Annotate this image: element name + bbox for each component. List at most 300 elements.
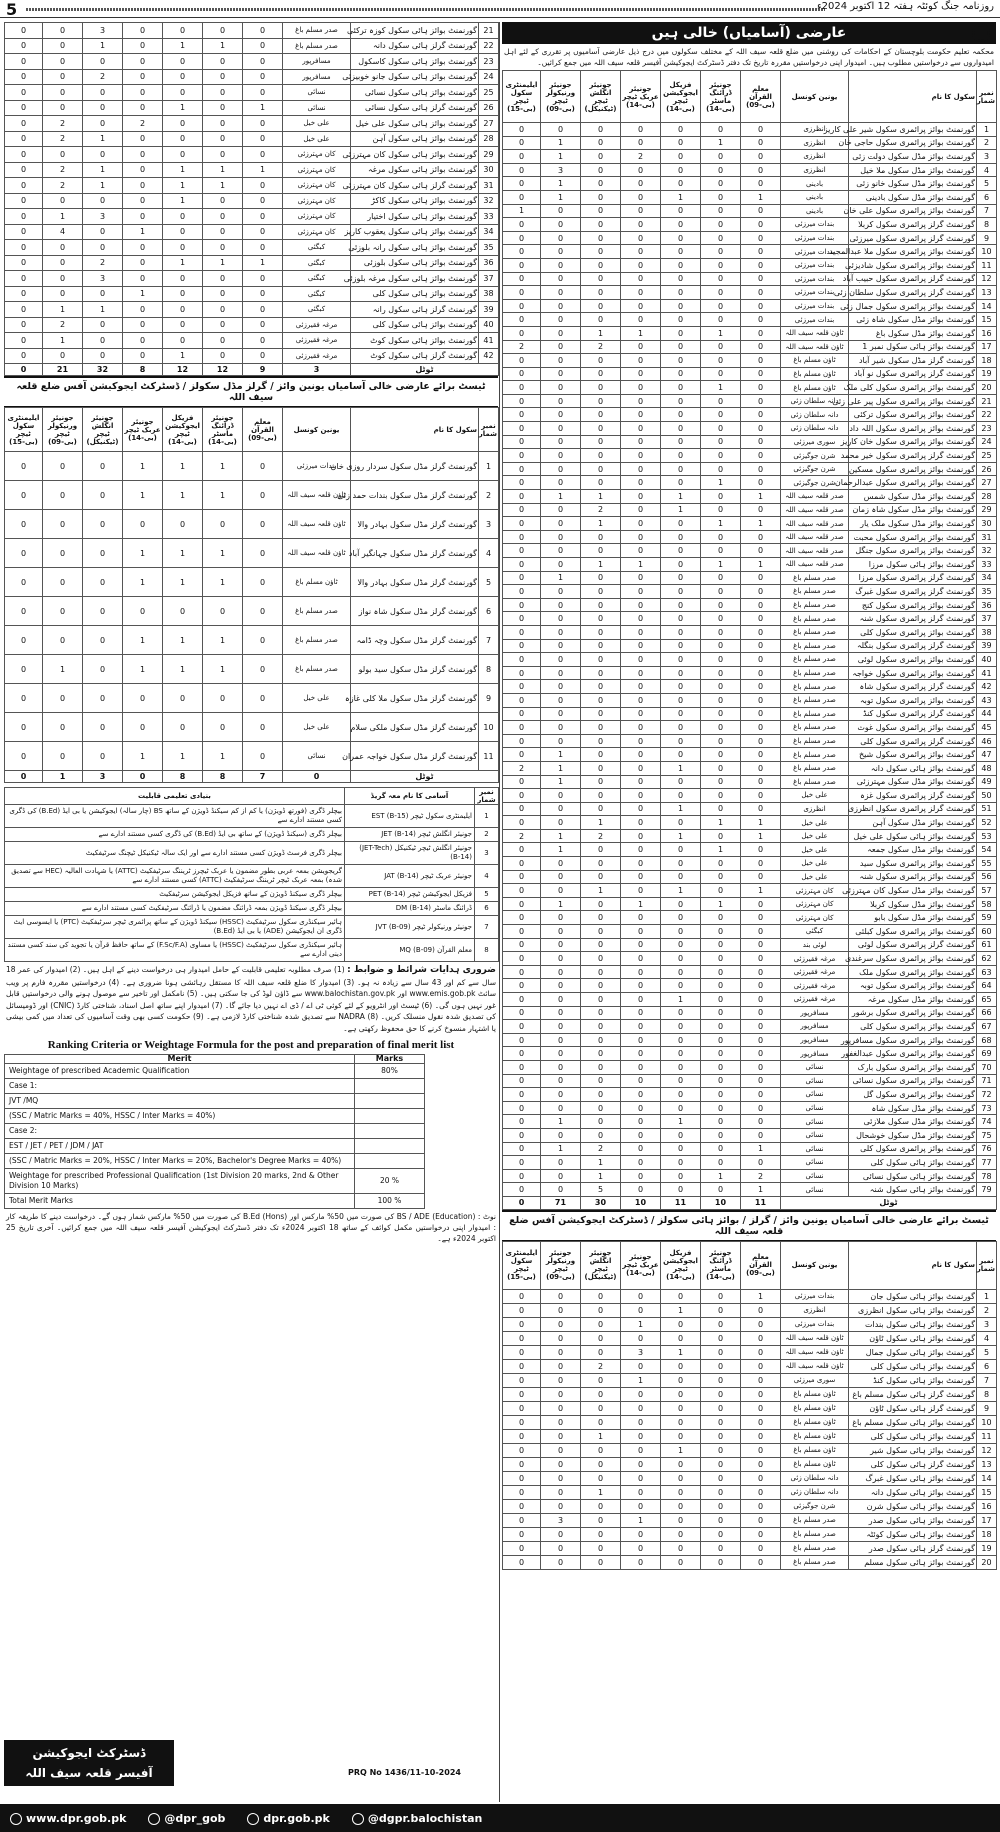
vacancy-count: 0 — [701, 299, 741, 313]
total-count: 21 — [43, 364, 83, 376]
vacancy-count: 2 — [581, 1142, 621, 1156]
vacancy-count: 1 — [123, 655, 163, 684]
vacancy-count: 0 — [243, 597, 283, 626]
vacancy-count: 0 — [163, 333, 203, 349]
vacancy-count: 0 — [661, 258, 701, 272]
total-label: ٹوٹل — [351, 364, 499, 376]
post-number: 7 — [475, 916, 499, 939]
vacancy-count: 0 — [43, 597, 83, 626]
school-name: گورنمنٹ بوائز پرائمری سکول شیخ — [849, 748, 977, 762]
table-row — [5, 162, 499, 178]
total-count: 12 — [203, 364, 243, 376]
vacancy-count: 0 — [541, 707, 581, 721]
vacancy-count: 0 — [123, 38, 163, 54]
vacancy-count: 0 — [741, 911, 781, 925]
school-name: گورنمنٹ بوائز ہائی سکول کلی — [351, 317, 479, 333]
vacancy-count: 0 — [621, 476, 661, 490]
row-number: 25 — [977, 449, 997, 463]
vacancy-count: 1 — [541, 897, 581, 911]
table-row — [503, 136, 997, 150]
vacancy-count: 0 — [741, 422, 781, 436]
vacancy-count: 0 — [661, 286, 701, 300]
vacancy-count: 0 — [621, 612, 661, 626]
vacancy-count: 0 — [621, 1006, 661, 1020]
vacancy-count: 0 — [581, 843, 621, 857]
row-number: 12 — [977, 272, 997, 286]
vacancy-count: 0 — [43, 54, 83, 70]
school-name: گورنمنٹ بوائز ہائی سکول کاسکول — [351, 54, 479, 70]
vacancy-count: 1 — [541, 190, 581, 204]
school-name: گورنمنٹ بوائز پرائمری سکول پیر علی زئی — [849, 394, 977, 408]
vacancy-count: 0 — [621, 190, 661, 204]
union-council: شرن جوگیزئی — [781, 476, 849, 490]
vacancy-count: 1 — [203, 452, 243, 481]
vacancy-count: 0 — [581, 680, 621, 694]
vacancy-count: 0 — [621, 530, 661, 544]
vacancy-count: 0 — [621, 503, 661, 517]
union-council: دانہ سلطان زئی — [781, 408, 849, 422]
vacancy-count: 0 — [741, 870, 781, 884]
vacancy-count: 0 — [701, 272, 741, 286]
vacancy-count: 0 — [661, 136, 701, 150]
masthead — [0, 0, 1000, 18]
union-council: ٹاؤن مسلم باغ — [781, 381, 849, 395]
vacancy-count: 0 — [243, 193, 283, 209]
vacancy-count: 0 — [503, 422, 541, 436]
vacancy-count: 0 — [701, 503, 741, 517]
union-council: صدر قلعہ سیف اللہ — [781, 490, 849, 504]
post-number: 1 — [475, 805, 499, 828]
union-council: صدر مسلم باغ — [283, 655, 351, 684]
vacancy-count: 0 — [701, 1429, 741, 1443]
vacancy-count: 1 — [661, 802, 701, 816]
row-number: 13 — [977, 286, 997, 300]
vacancy-count: 0 — [541, 204, 581, 218]
table-row — [503, 381, 997, 395]
vacancy-count: 0 — [701, 734, 741, 748]
vacancy-count: 0 — [621, 1169, 661, 1183]
vacancy-count: 0 — [621, 1429, 661, 1443]
twitter-icon — [148, 1813, 160, 1825]
vacancy-count: 0 — [5, 317, 43, 333]
column-header: جونیئر ڈرائنگ ماسٹر (بی-14) — [701, 1241, 741, 1289]
vacancy-count: 0 — [503, 490, 541, 504]
vacancy-count: 0 — [621, 231, 661, 245]
school-name: گورنمنٹ بوائز پرائمری سکول مسکین — [849, 462, 977, 476]
total-count: 1 — [43, 771, 83, 783]
vacancy-count: 0 — [163, 240, 203, 256]
vacancy-count: 0 — [701, 462, 741, 476]
vacancy-count: 0 — [83, 626, 123, 655]
school-name: گورنمنٹ گرلز مڈل سکول بندات حمد زئی — [351, 481, 479, 510]
vacancy-count: 0 — [503, 884, 541, 898]
vacancy-count: 0 — [503, 1142, 541, 1156]
union-council: بندات میرزئی — [781, 258, 849, 272]
vacancy-count: 0 — [741, 1060, 781, 1074]
total-count: 9 — [243, 364, 283, 376]
vacancy-count: 0 — [5, 178, 43, 194]
vacancy-count: 0 — [621, 449, 661, 463]
vacancy-count: 0 — [741, 925, 781, 939]
union-council: بادینی — [781, 190, 849, 204]
vacancy-count: 0 — [741, 965, 781, 979]
school-name: گورنمنٹ گرلز مڈل سکول شیر آباد — [849, 354, 977, 368]
vacancy-count: 0 — [621, 598, 661, 612]
school-name: گورنمنٹ گرلز مڈل سکول ملکی سلام — [351, 713, 479, 742]
total-label: ٹوٹل — [351, 771, 499, 783]
row-number: 60 — [977, 925, 997, 939]
union-council: صدر مسلم باغ — [781, 598, 849, 612]
school-name: گورنمنٹ بوائز ہائی سکول بلوزئی — [351, 255, 479, 271]
vacancy-count: 0 — [581, 1020, 621, 1034]
vacancy-count: 1 — [123, 481, 163, 510]
vacancy-count: 0 — [581, 693, 621, 707]
vacancy-count: 0 — [243, 655, 283, 684]
vacancy-count: 0 — [581, 789, 621, 803]
vacancy-count: 0 — [701, 625, 741, 639]
vacancy-count: 0 — [503, 544, 541, 558]
school-name: گورنمنٹ گرلز مڈل سکول شاہ نواز — [351, 597, 479, 626]
row-number: 2 — [479, 481, 499, 510]
table-row — [5, 510, 499, 539]
vacancy-count: 0 — [83, 240, 123, 256]
vacancy-count: 1 — [541, 136, 581, 150]
union-council: صدر مسلم باغ — [781, 748, 849, 762]
vacancy-count: 0 — [621, 1485, 661, 1499]
merit-criteria-table — [4, 1054, 425, 1209]
vacancy-count: 0 — [5, 54, 43, 70]
union-council: کبگئی — [283, 240, 351, 256]
vacancy-count: 1 — [243, 100, 283, 116]
vacancy-count: 0 — [701, 1033, 741, 1047]
vacancy-count: 0 — [701, 394, 741, 408]
vacancy-count: 0 — [701, 490, 741, 504]
total-count: 12 — [163, 364, 203, 376]
vacancy-count: 0 — [243, 626, 283, 655]
union-council: انظرزی — [781, 136, 849, 150]
row-number: 14 — [977, 299, 997, 313]
vacancy-count: 0 — [83, 597, 123, 626]
vacancy-count: 1 — [163, 452, 203, 481]
total-count: 0 — [5, 364, 43, 376]
row-number: 23 — [977, 422, 997, 436]
school-name: گورنمنٹ بوائز پرائمری سکول کبلئی — [849, 925, 977, 939]
vacancy-count: 2 — [43, 116, 83, 132]
twitter-link[interactable]: @dpr_gob — [148, 1812, 225, 1825]
table-row — [503, 1047, 997, 1061]
school-name: گورنمنٹ بوائز ہائی سکول کاکڑ — [351, 193, 479, 209]
vacancy-count: 0 — [661, 585, 701, 599]
vacancy-count: 1 — [621, 558, 661, 572]
merit-row — [5, 1194, 425, 1209]
vacancy-count: 0 — [661, 544, 701, 558]
vacancy-count: 0 — [701, 1183, 741, 1197]
union-council: کان مہترزئی — [781, 884, 849, 898]
total-count: 71 — [541, 1196, 581, 1209]
vacancy-count: 0 — [701, 639, 741, 653]
vacancy-count: 0 — [541, 993, 581, 1007]
vacancy-count: 0 — [541, 680, 581, 694]
vacancy-count: 0 — [503, 1101, 541, 1115]
website-link[interactable]: www.dpr.gob.pk — [10, 1812, 126, 1825]
vacancy-count: 1 — [541, 748, 581, 762]
table-row — [503, 449, 997, 463]
vacancy-count: 0 — [203, 302, 243, 318]
vacancy-count: 2 — [503, 829, 541, 843]
vacancy-count: 0 — [5, 38, 43, 54]
vacancy-count: 0 — [581, 802, 621, 816]
vacancy-count: 0 — [203, 348, 243, 364]
vacancy-count: 1 — [701, 136, 741, 150]
union-council: نسائی — [781, 1101, 849, 1115]
vacancy-count: 0 — [741, 1020, 781, 1034]
table-row — [503, 884, 997, 898]
column-header: جونیئر ورنیکولر ٹیچر (بی-09) — [541, 1241, 581, 1289]
vacancy-count: 0 — [661, 1541, 701, 1555]
union-council: نسائی — [781, 1183, 849, 1197]
vacancy-count: 2 — [123, 116, 163, 132]
vacancy-count: 0 — [701, 1128, 741, 1142]
union-council: صدر مسلم باغ — [781, 693, 849, 707]
vacancy-count: 0 — [661, 1429, 701, 1443]
terms-and-conditions — [4, 962, 498, 1036]
vacancy-count: 0 — [123, 713, 163, 742]
school-name: گورنمنٹ بوائز مڈل سکول جمعہ — [849, 843, 977, 857]
union-council: مسافرپور — [781, 1033, 849, 1047]
table-row — [503, 993, 997, 1007]
facebook-icon — [352, 1813, 364, 1825]
vacancy-count: 0 — [163, 597, 203, 626]
school-name: گورنمنٹ گرلز مڈل سکول جہانگیر آباد — [351, 539, 479, 568]
union-council: انظرزی — [781, 123, 849, 137]
school-name: گورنمنٹ گرلز مڈل سکول سید بولو — [351, 655, 479, 684]
row-number: 16 — [977, 326, 997, 340]
vacancy-count: 0 — [541, 1443, 581, 1457]
vacancy-count: 1 — [741, 190, 781, 204]
vacancy-count: 0 — [741, 1499, 781, 1513]
vacancy-count: 0 — [581, 598, 621, 612]
vacancy-count: 0 — [83, 655, 123, 684]
post-row — [5, 902, 499, 916]
vacancy-count: 0 — [701, 1006, 741, 1020]
school-name: گورنمنٹ بوائز ہائی سکول اختیار — [351, 209, 479, 225]
vacancy-count: 1 — [163, 255, 203, 271]
school-name: گورنمنٹ بوائز ہائی سکول شیر — [849, 1443, 977, 1457]
vacancy-count: 0 — [5, 626, 43, 655]
vacancy-count: 0 — [503, 435, 541, 449]
vacancy-count: 0 — [581, 761, 621, 775]
vacancy-count: 0 — [243, 286, 283, 302]
table-row — [503, 612, 997, 626]
vacancy-count: 0 — [741, 1156, 781, 1170]
vacancy-count: 0 — [43, 286, 83, 302]
vacancy-count: 1 — [581, 1156, 621, 1170]
vacancy-count: 0 — [5, 568, 43, 597]
column-header: جونیئر انگلش ٹیچر (ٹیکنیکل) — [581, 71, 621, 123]
domain-link[interactable]: dpr.gob.pk — [247, 1812, 329, 1825]
vacancy-count: 1 — [203, 568, 243, 597]
vacancy-count: 0 — [741, 163, 781, 177]
union-council: دانہ سلطان زئی — [781, 1471, 849, 1485]
row-number: 6 — [977, 190, 997, 204]
vacancy-count: 0 — [503, 666, 541, 680]
vacancy-count: 0 — [621, 571, 661, 585]
column-header: نمبر شمار — [977, 1241, 997, 1289]
vacancy-count: 0 — [541, 354, 581, 368]
union-council: کبگئی — [283, 255, 351, 271]
vacancy-count: 0 — [741, 1074, 781, 1088]
post-row — [5, 916, 499, 939]
vacancy-count: 0 — [503, 1345, 541, 1359]
vacancy-count: 0 — [503, 272, 541, 286]
vacancy-count: 0 — [123, 302, 163, 318]
vacancy-count: 0 — [43, 23, 83, 39]
row-number: 29 — [977, 503, 997, 517]
vacancy-count: 0 — [503, 1457, 541, 1471]
vacancy-count: 0 — [621, 843, 661, 857]
vacancy-count: 2 — [581, 340, 621, 354]
vacancy-count: 2 — [43, 178, 83, 194]
vacancy-count: 0 — [243, 742, 283, 771]
vacancy-count: 0 — [741, 843, 781, 857]
vacancy-count: 0 — [621, 394, 661, 408]
school-name: گورنمنٹ بوائز مڈل سکول باغ — [849, 326, 977, 340]
vacancy-count: 1 — [163, 100, 203, 116]
row-number: 10 — [977, 1415, 997, 1429]
union-council: بندات میرزئی — [781, 1317, 849, 1331]
vacancy-count: 0 — [621, 870, 661, 884]
vacancy-count: 0 — [503, 952, 541, 966]
row-number: 25 — [479, 85, 499, 101]
vacancy-count: 0 — [243, 481, 283, 510]
table-row — [503, 286, 997, 300]
school-name: گورنمنٹ گرلز پرائمری سکول خیر محمد — [849, 449, 977, 463]
table-row — [503, 653, 997, 667]
school-name: گورنمنٹ گرلز ہائی سکول دانہ — [351, 38, 479, 54]
table-row — [503, 1088, 997, 1102]
vacancy-count: 0 — [503, 1020, 541, 1034]
vacancy-count: 0 — [701, 163, 741, 177]
vacancy-count: 0 — [243, 54, 283, 70]
merit-row — [5, 1109, 425, 1124]
vacancy-count: 0 — [581, 734, 621, 748]
vacancy-count: 0 — [43, 742, 83, 771]
post-name: جونیئر انگلش ٹیچر JET (B-14) — [345, 828, 475, 842]
row-number: 18 — [977, 354, 997, 368]
vacancy-count: 0 — [661, 517, 701, 531]
vacancy-count: 0 — [741, 938, 781, 952]
school-name: گورنمنٹ گرلز ہائی سکول کوٹ — [351, 348, 479, 364]
merit-criterion: Total Merit Marks — [5, 1194, 355, 1209]
vacancy-count: 0 — [503, 1115, 541, 1129]
school-name: گورنمنٹ بوائز ہائی سکول مرغہ — [351, 162, 479, 178]
vacancy-count: 0 — [83, 147, 123, 163]
vacancy-count: 0 — [661, 748, 701, 762]
facebook-link[interactable]: @dgpr.balochistan — [352, 1812, 482, 1825]
application-procedure: نوٹ : (Education) BS / ADE کی صورت میں 50% مارکس اور B.Ed (Hons) کی صورت میں 50% مارکس شمار ہوں گے۔ درخواست دینے کا طریقہ کار : امیدوار اپنی درخواستیں مکمل کوائف کے ساتھ 18 اکتوبر 2024ء تک دفتر ڈسٹرکٹ ایجوکیشن آفیسر قلعہ سیف اللہ میں جمع کرائیں۔ آخری تاریخ 25 اکتوبر 2024ء ہے۔ — [6, 1212, 497, 1243]
vacancy-count: 0 — [621, 1115, 661, 1129]
vacancy-count: 1 — [203, 162, 243, 178]
vacancy-count: 0 — [701, 612, 741, 626]
vacancy-count: 0 — [163, 116, 203, 132]
vacancy-count: 1 — [163, 38, 203, 54]
vacancy-count: 0 — [541, 1527, 581, 1541]
vacancy-count: 2 — [581, 503, 621, 517]
vacancy-count: 0 — [83, 116, 123, 132]
vacancy-count: 1 — [541, 177, 581, 191]
vacancy-count: 0 — [83, 333, 123, 349]
table-row — [503, 816, 997, 830]
vacancy-count: 1 — [123, 224, 163, 240]
vacancy-count: 0 — [541, 965, 581, 979]
union-council: مسافرپور — [781, 1020, 849, 1034]
row-number: 11 — [977, 1429, 997, 1443]
vacancy-count: 0 — [661, 367, 701, 381]
vacancy-count: 0 — [741, 789, 781, 803]
vacancy-count: 0 — [581, 354, 621, 368]
vacancy-count: 0 — [541, 1047, 581, 1061]
left-column — [4, 22, 498, 1246]
vacancy-count: 0 — [741, 136, 781, 150]
row-number: 42 — [977, 680, 997, 694]
vacancy-count: 0 — [541, 1499, 581, 1513]
union-council: صدر مسلم باغ — [781, 721, 849, 735]
vacancy-count: 0 — [741, 218, 781, 232]
vacancy-count: 0 — [701, 965, 741, 979]
table-row — [503, 1541, 997, 1555]
vacancy-count: 0 — [701, 870, 741, 884]
vacancy-count: 0 — [541, 476, 581, 490]
row-number: 1 — [977, 1289, 997, 1303]
row-number: 41 — [479, 333, 499, 349]
vacancy-count: 0 — [203, 224, 243, 240]
union-council: علی خیل — [781, 816, 849, 830]
vacancy-count: 1 — [581, 517, 621, 531]
school-name: گورنمنٹ بوائز ہائی سکول صدر — [849, 1513, 977, 1527]
vacancy-count: 0 — [503, 1359, 541, 1373]
vacancy-count: 0 — [741, 530, 781, 544]
vacancy-count: 0 — [243, 224, 283, 240]
row-number: 71 — [977, 1074, 997, 1088]
union-council: بندات میرزئی — [781, 245, 849, 259]
vacancy-count: 0 — [581, 1074, 621, 1088]
school-name: گورنمنٹ بوائز مڈل سکول خوشحال — [849, 1128, 977, 1142]
school-name: گورنمنٹ گرلز پرائمری سکول میرزئی — [849, 231, 977, 245]
school-name: گورنمنٹ بوائز پرائمری سکول لوئی — [849, 653, 977, 667]
row-number: 20 — [977, 381, 997, 395]
vacancy-count: 0 — [661, 598, 701, 612]
merit-criterion: JVT /MQ — [5, 1094, 355, 1109]
table-row — [5, 147, 499, 163]
school-name: گورنمنٹ بوائز ہائی سکول رانہ بلوزئی — [351, 240, 479, 256]
school-name: گورنمنٹ بوائز مڈل سکول شاہ زئی — [849, 313, 977, 327]
vacancy-count: 0 — [621, 911, 661, 925]
row-number: 34 — [479, 224, 499, 240]
vacancy-count: 0 — [661, 272, 701, 286]
union-council: علی خیل — [781, 857, 849, 871]
vacancy-count: 0 — [741, 979, 781, 993]
union-council: کبگئی — [781, 925, 849, 939]
vacancy-count: 0 — [123, 131, 163, 147]
vacancy-count: 0 — [741, 1527, 781, 1541]
union-council: شرن جوگیزئی — [781, 449, 849, 463]
post-row — [5, 828, 499, 842]
vacancy-count: 0 — [581, 870, 621, 884]
table-row — [503, 598, 997, 612]
school-name: گورنمنٹ بوائز ہائی سکول نمبر 1 — [849, 340, 977, 354]
row-number: 48 — [977, 761, 997, 775]
union-council: بندات میرزئی — [781, 286, 849, 300]
